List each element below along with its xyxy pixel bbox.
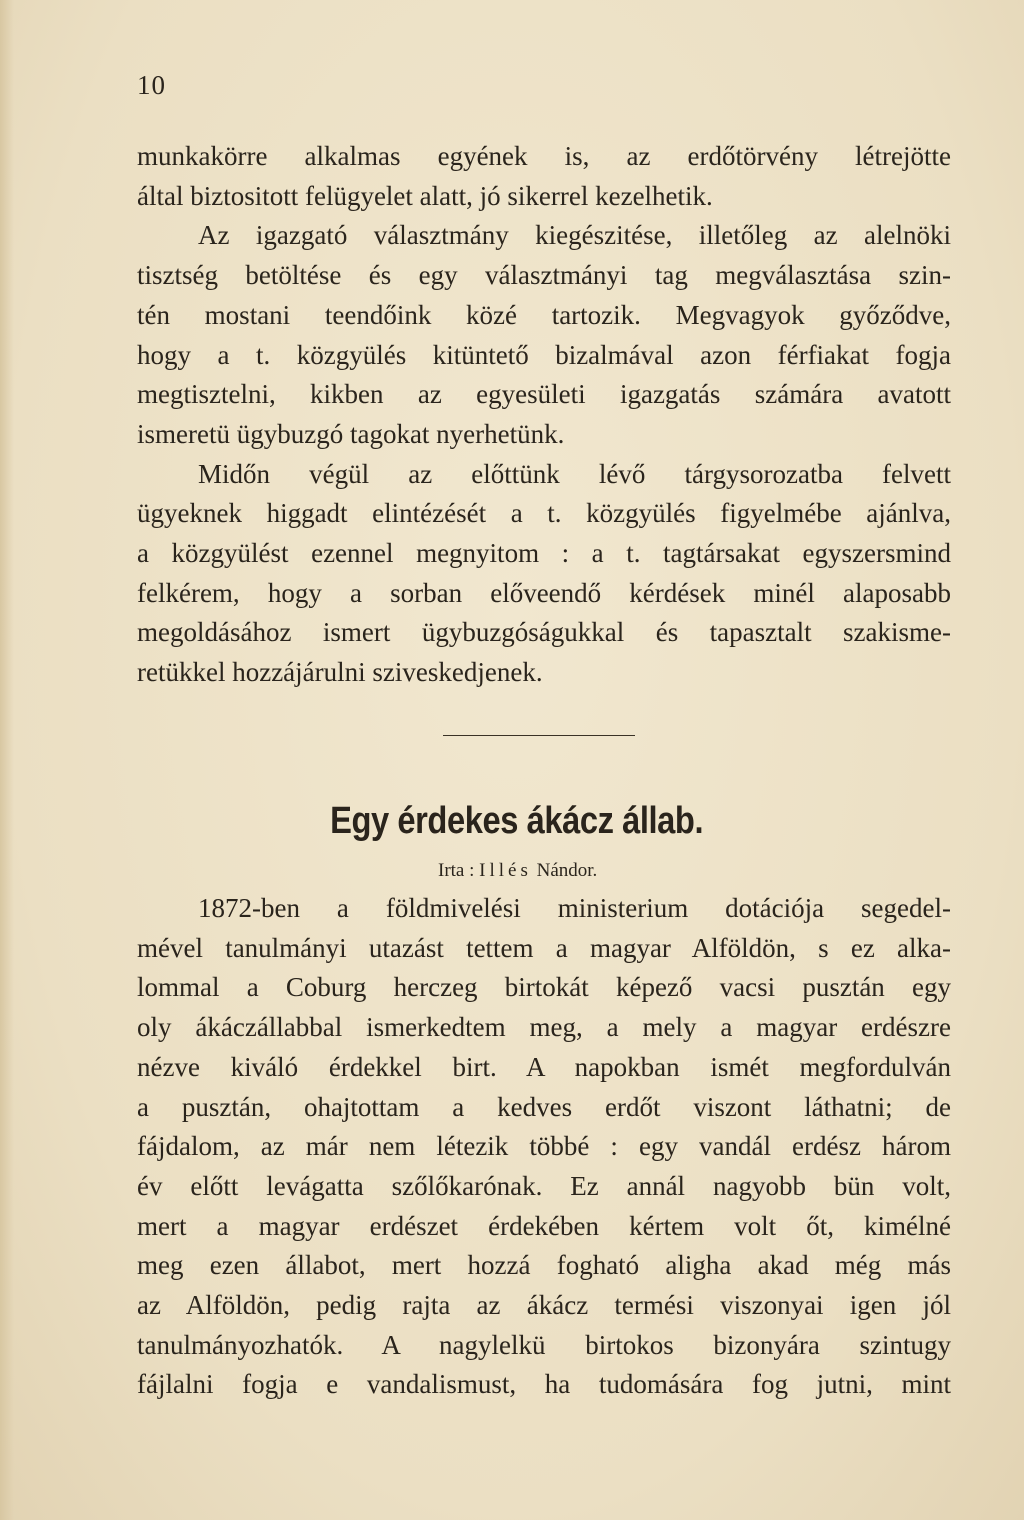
text-line: tisztség betöltése és egy választmányi tag megválasztása szin- (137, 260, 951, 291)
text-line: Midőn végül az előttünk lévő tárgysorozatba felvett (198, 458, 951, 489)
text-line: ismeretü ügybuzgó tagokat nyerhetünk. (137, 418, 565, 449)
text-line: mével tanulmányi utazást tettem a magyar Alföldön, s ez alka- (137, 932, 951, 963)
text-line: retükkel hozzájárulni sziveskedjenek. (137, 657, 543, 688)
byline-author-surname: Illés (479, 860, 532, 881)
byline-author-given-name: Nándor. (536, 860, 598, 881)
paragraph-block-opening (137, 137, 951, 693)
text-line: megoldásához ismert ügybuzgóságukkal és tapasztalt szakisme- (137, 617, 951, 648)
text-line: oly ákáczállabbal ismerkedtem meg, a mely a magyar erdészre (137, 1012, 951, 1043)
text-line: hogy a t. közgyülés kitüntető bizalmával azon férfiakat fogja (137, 339, 951, 370)
text-line: nézve kiváló érdekkel birt. A napokban ismét megfordulván (137, 1051, 951, 1082)
text-line: tén mostani teendőink közé tartozik. Megvagyok győződve, (137, 299, 951, 330)
text-line: fájlalni fogja e vandalismust, ha tudomására fog jutni, mint (137, 1369, 951, 1400)
byline-prefix: Irta : (438, 860, 475, 881)
text-line: munkakörre alkalmas egyének is, az erdőtörvény létrejötte (137, 141, 951, 171)
text-line: Az igazgató választmány kiegészitése, illetőleg az alelnöki (198, 220, 951, 251)
text-line: az Alföldön, pedig rajta az ákácz termési viszonyai igen jól (137, 1290, 951, 1321)
text-line: lommal a Coburg herczeg birtokát képező vacsi pusztán egy (137, 972, 951, 1003)
text-line: ügyeknek higgadt elintézését a t. közgyülés figyelmébe ajánlva, (137, 498, 951, 529)
text-line: megtisztelni, kikben az egyesületi igazgatás számára avatott (137, 379, 951, 410)
paragraph-block-article (137, 889, 951, 1405)
text-line: 1872-ben a földmivelési ministerium dotációja segedel- (198, 893, 951, 923)
text-line: a közgyülést ezennel megnyitom : a t. tagtársakat egyszersmind (137, 538, 951, 569)
section-divider-rule (443, 735, 635, 736)
text-line: tanulmányozhatók. A nagylelkü birtokos bizonyára szintugy (137, 1329, 951, 1360)
page-number: 10 (137, 70, 166, 100)
text-line: a pusztán, ohajtottam a kedves erdőt viszont láthatni; de (137, 1091, 951, 1122)
page-gutter-shadow (0, 0, 14, 1520)
article-byline (438, 860, 597, 882)
text-line: meg ezen állabot, mert hozzá fogható aligha akad még más (137, 1250, 951, 1281)
article-title: Egy érdekes ákácz állab. (330, 800, 704, 842)
text-line: mert a magyar erdészet érdekében kértem volt őt, kimélné (137, 1210, 951, 1241)
text-line: fájdalom, az már nem létezik többé : egy vandál erdész három (137, 1131, 951, 1162)
text-line: által biztositott felügyelet alatt, jó sikerrel kezelhetik. (137, 180, 713, 211)
text-line: év előtt levágatta szőlőkarónak. Ez annál nagyobb bün volt, (137, 1170, 951, 1201)
text-line: felkérem, hogy a sorban előveendő kérdések minél alaposabb (137, 577, 951, 608)
